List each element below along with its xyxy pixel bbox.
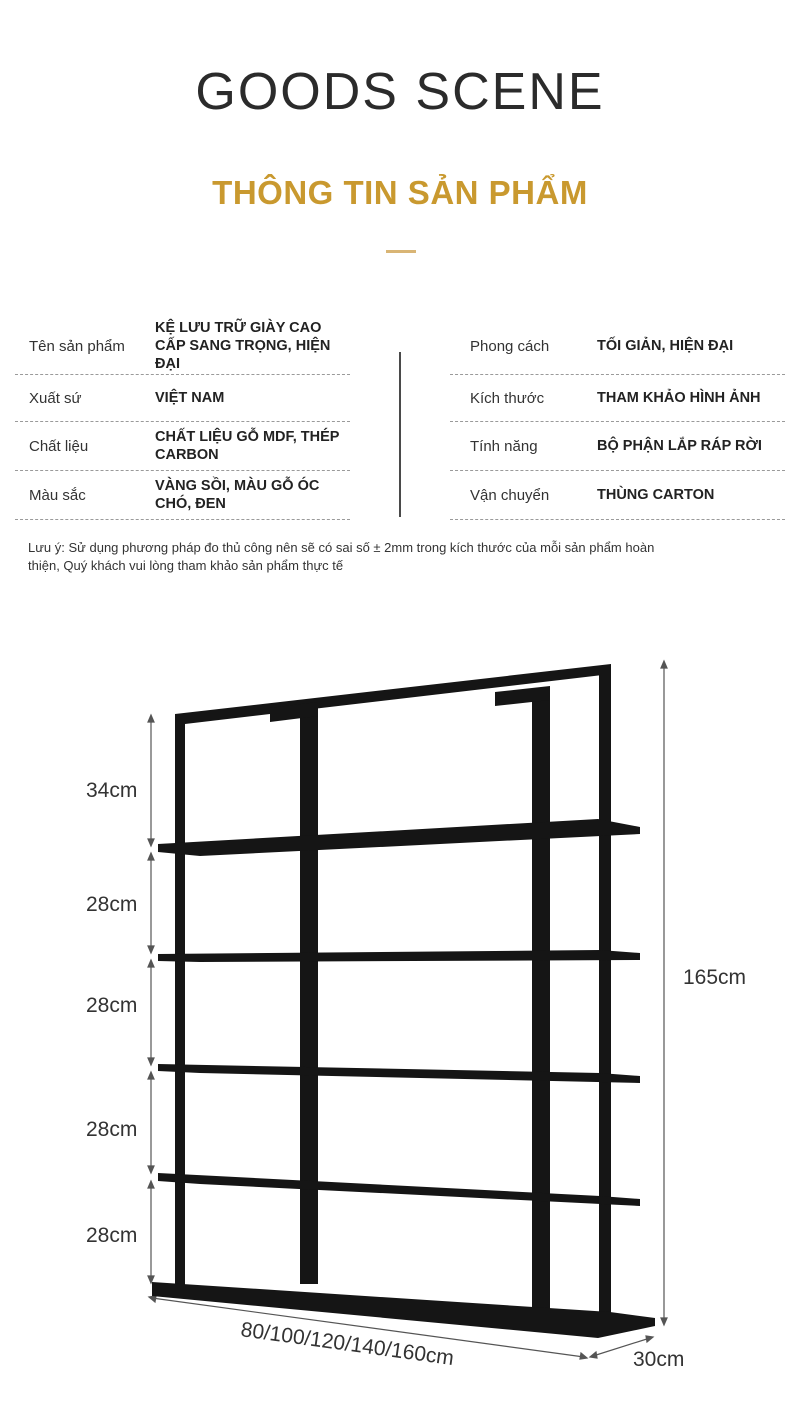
- spec-value: THAM KHẢO HÌNH ẢNH: [597, 390, 761, 406]
- spec-label: Chất liệu: [29, 437, 89, 455]
- hero-title: GOODS SCENE: [195, 63, 605, 121]
- depth-label: 30cm: [633, 1348, 685, 1371]
- shelf-base: [152, 1282, 655, 1338]
- spec-value: KỆ LƯU TRỮ GIÀY CAO CẤP SANG TRỌNG, HIỆN ĐẠI: [155, 320, 331, 372]
- frame-left-post: [175, 714, 185, 1294]
- width-label: 80/100/120/140/160cm: [239, 1318, 456, 1371]
- total-height-line: [661, 661, 667, 1325]
- shelf-dimension-diagram: [0, 640, 800, 1418]
- spec-row-size: [450, 375, 785, 422]
- measurement-note: Lưu ý: Sử dụng phương pháp đo thủ công nên sẽ có sai số ± 2mm trong kích thước của mỗi sản phẩm hoàn thiện, Quý khách vui lòng tham khảo sản phẩm thực tế: [28, 540, 655, 573]
- gap-label-5: 28cm: [86, 1224, 138, 1247]
- spec-table-right: [450, 318, 785, 520]
- spec-row-shipping: [450, 471, 785, 520]
- spec-label: Màu sắc: [29, 486, 86, 504]
- spec-value: THÙNG CARTON: [597, 487, 715, 503]
- spec-value: VIỆT NAM: [155, 390, 225, 406]
- height-dimension-lines: [148, 715, 154, 1283]
- spec-label: Vận chuyển: [470, 486, 550, 504]
- frame-right-post: [599, 668, 611, 1328]
- gap-label-3: 28cm: [86, 994, 138, 1017]
- shelf-4: [158, 1173, 640, 1206]
- column-divider: [399, 352, 401, 517]
- spec-value: CHẤT LIỆU GỖ MDF, THÉP CARBON: [155, 429, 340, 463]
- title-divider: [386, 250, 416, 253]
- shelf-unit: [152, 664, 655, 1338]
- shelf-3: [158, 1064, 640, 1083]
- shelf-1: [158, 819, 640, 856]
- total-height-label: 165cm: [683, 966, 747, 989]
- gap-label-4: 28cm: [86, 1118, 138, 1141]
- shelf-2: [158, 950, 640, 962]
- spec-row-product-name: [15, 318, 350, 375]
- spec-label: Tính năng: [470, 437, 538, 455]
- section-title: THÔNG TIN SẢN PHẨM: [212, 174, 588, 211]
- spec-row-origin: [15, 375, 350, 422]
- spec-label: Phong cách: [470, 337, 550, 355]
- spec-value: BỘ PHẬN LẮP RÁP RỜI: [597, 438, 762, 454]
- spec-label: Xuất sứ: [29, 389, 82, 407]
- spec-row-style: [450, 318, 785, 375]
- gap-label-1: 34cm: [86, 779, 138, 802]
- gap-label-2: 28cm: [86, 893, 138, 916]
- spec-label: Kích thước: [470, 389, 545, 407]
- spec-label: Tên sản phẩm: [29, 337, 125, 355]
- upright-right: [532, 688, 550, 1318]
- spec-row-material: [15, 422, 350, 471]
- spec-row-feature: [450, 422, 785, 471]
- spec-value: TỐI GIẢN, HIỆN ĐẠI: [597, 338, 734, 354]
- upright-left: [300, 712, 318, 1284]
- spec-row-color: [15, 471, 350, 520]
- spec-table-left: [15, 318, 350, 520]
- spec-value: VÀNG SỒI, MÀU GỖ ÓC CHÓ, ĐEN: [155, 478, 320, 512]
